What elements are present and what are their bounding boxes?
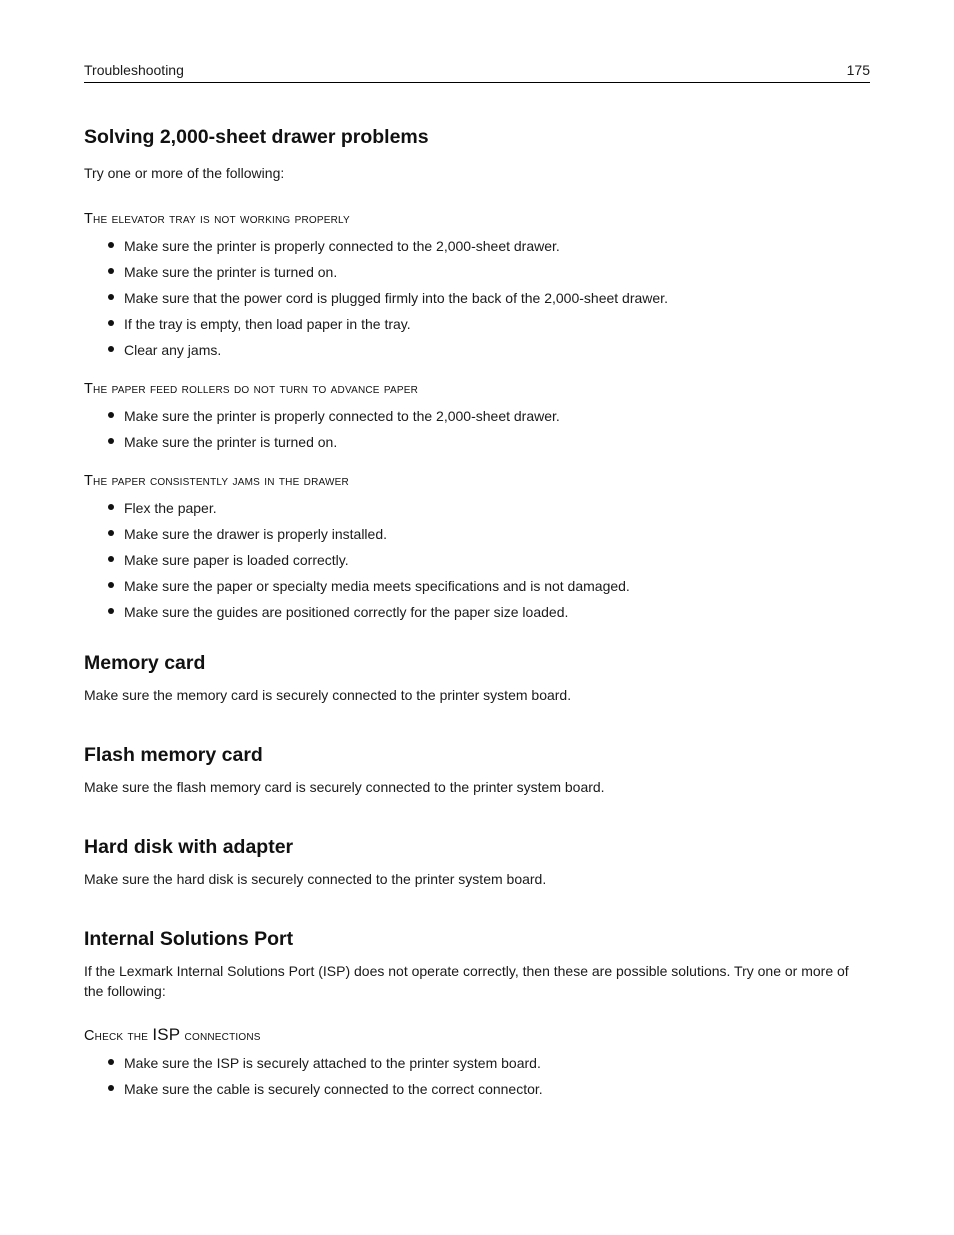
list-item-text: If the tray is empty, then load paper in the tray.: [124, 316, 411, 332]
bullet-icon: [108, 346, 114, 352]
subsection-title-part: connections: [180, 1028, 261, 1044]
bullet-icon: [108, 504, 114, 510]
list-item: [84, 498, 870, 518]
subsection-title-elevator: The elevator tray is not working properly: [84, 211, 350, 227]
subsection-title-rollers: The paper feed rollers do not turn to advance paper: [84, 381, 419, 397]
list-item: [84, 406, 870, 426]
header-section-name: Troubleshooting: [84, 62, 184, 78]
bullet-icon: [108, 268, 114, 274]
bullet-icon: [108, 320, 114, 326]
bullet-icon: [108, 556, 114, 562]
list-item-text: Make sure that the power cord is plugged firmly into the back of the 2,000-sheet drawer.: [124, 290, 668, 306]
list-item: [84, 524, 870, 544]
list-item: [84, 288, 870, 308]
list-item: [84, 262, 870, 282]
section-title-flash-memory-card: Flash memory card: [84, 744, 263, 766]
bullet-icon: [108, 582, 114, 588]
section-title-hard-disk: Hard disk with adapter: [84, 836, 294, 858]
subsection-title-isp-connections: [84, 1024, 870, 1047]
page-content: [84, 124, 870, 1105]
bullet-icon: [108, 242, 114, 248]
bullet-icon: [108, 438, 114, 444]
flash-memory-card-text: Make sure the flash memory card is securely connected to the printer system board.: [84, 779, 605, 795]
subsection-title-part: Check the: [84, 1028, 153, 1044]
list-item-text: Make sure the printer is turned on.: [124, 264, 338, 280]
list-item-text: Clear any jams.: [124, 342, 222, 358]
bullet-icon: [108, 530, 114, 536]
list-item-text: Make sure the cable is securely connected to the correct connector.: [124, 1081, 543, 1097]
bullet-icon: [108, 608, 114, 614]
list-item-text: Make sure the drawer is properly installed.: [124, 526, 388, 542]
list-item-text: Make sure paper is loaded correctly.: [124, 552, 349, 568]
list-item: [84, 340, 870, 360]
list-item-text: Make sure the guides are positioned correctly for the paper size loaded.: [124, 604, 569, 620]
list-item-text: Make sure the printer is turned on.: [124, 434, 338, 450]
header-page-number: 175: [846, 62, 870, 78]
isp-list: [84, 1053, 870, 1099]
list-item: [84, 576, 870, 596]
section-title-isp: Internal Solutions Port: [84, 928, 294, 950]
list-item-text: Make sure the paper or specialty media meets specifications and is not damaged.: [124, 578, 630, 594]
section-title-drawer: Solving 2,000-sheet drawer problems: [84, 126, 429, 148]
bullet-icon: [108, 412, 114, 418]
list-item: [84, 1053, 870, 1073]
list-item: [84, 602, 870, 622]
jams-list: [84, 498, 870, 622]
bullet-icon: [108, 1085, 114, 1091]
subsection-title-acronym: ISP: [152, 1025, 181, 1044]
list-item-text: Make sure the printer is properly connected to the 2,000-sheet drawer.: [124, 408, 560, 424]
rollers-list: [84, 406, 870, 452]
list-item-text: Make sure the printer is properly connected to the 2,000-sheet drawer.: [124, 238, 560, 254]
bullet-icon: [108, 294, 114, 300]
list-item-text: Make sure the ISP is securely attached to the printer system board.: [124, 1055, 541, 1071]
list-item: [84, 236, 870, 256]
hard-disk-text: Make sure the hard disk is securely connected to the printer system board.: [84, 871, 547, 887]
subsection-title-jams: The paper consistently jams in the drawer: [84, 473, 349, 489]
list-item: [84, 432, 870, 452]
drawer-intro: Try one or more of the following:: [84, 165, 285, 181]
running-header: [84, 60, 870, 83]
bullet-icon: [108, 1059, 114, 1065]
isp-intro: If the Lexmark Internal Solutions Port (ISP) does not operate correctly, then these are possible solutions. Try one or more of the following:: [84, 963, 849, 999]
list-item-text: Flex the paper.: [124, 500, 217, 516]
memory-card-text: Make sure the memory card is securely connected to the printer system board.: [84, 687, 572, 703]
section-title-memory-card: Memory card: [84, 652, 206, 674]
list-item: [84, 1079, 870, 1099]
elevator-list: [84, 236, 870, 360]
list-item: [84, 314, 870, 334]
list-item: [84, 550, 870, 570]
